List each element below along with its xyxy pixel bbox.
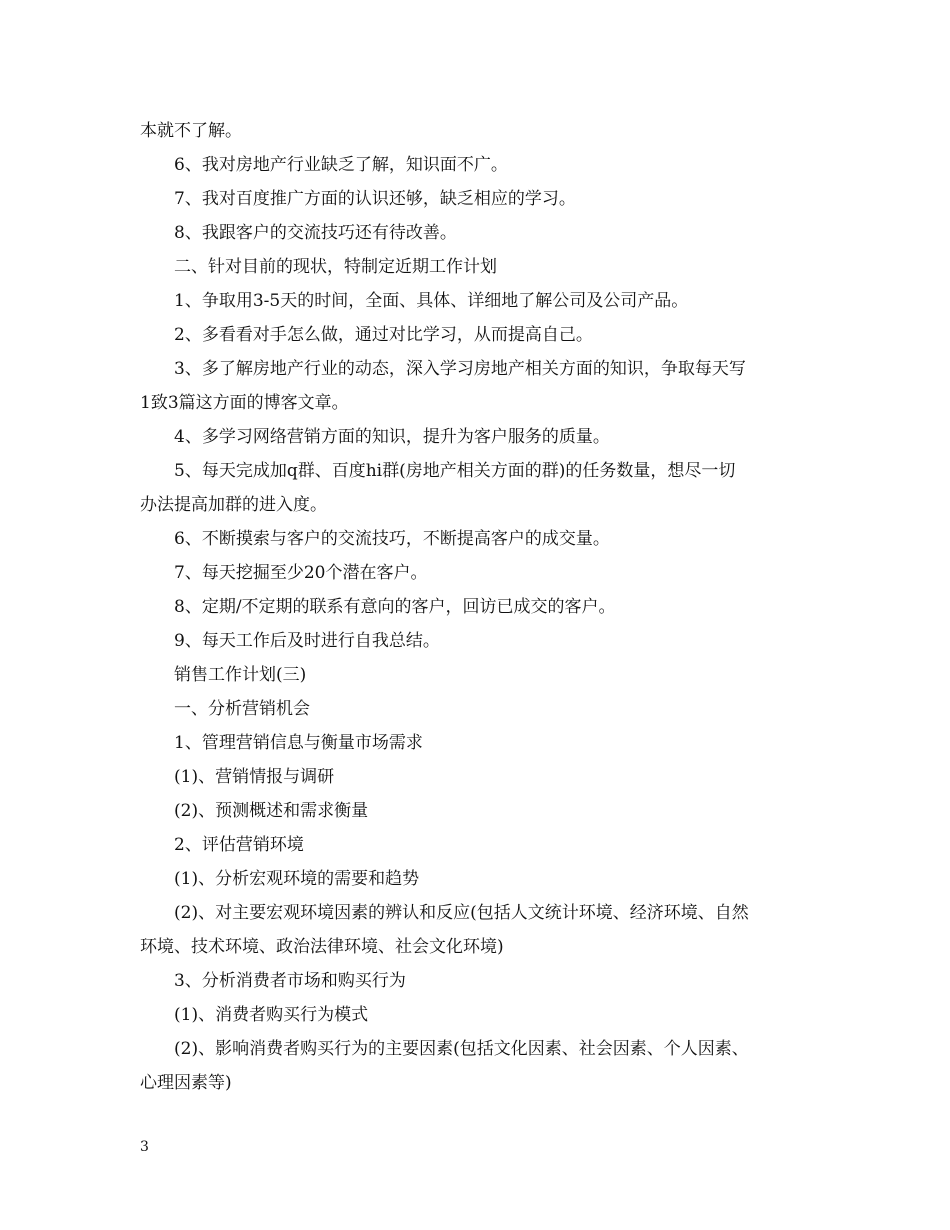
text-line: 7、我对百度推广方面的认识还够，缺乏相应的学习。: [174, 189, 576, 209]
text-line: 3、多了解房地产行业的动态，深入学习房地产相关方面的知识，争取每天写: [174, 359, 746, 379]
text-line: 9、每天工作后及时进行自我总结。: [174, 631, 440, 651]
text-line: 1、争取用3-5天的时间，全面、具体、详细地了解公司及公司产品。: [174, 291, 689, 311]
text-line: 二、针对目前的现状，特制定近期工作计划: [174, 257, 497, 277]
text-line: 办法提高加群的进入度。: [140, 495, 327, 515]
text-line: 销售工作计划(三): [174, 665, 307, 685]
body-text: [140, 114, 812, 1100]
text-line: 2、多看看对手怎么做，通过对比学习，从而提高自己。: [174, 325, 593, 345]
text-line: (2)、对主要宏观环境因素的辨认和反应(包括人文统计环境、经济环境、自然: [174, 903, 749, 923]
text-line: 6、我对房地产行业缺乏了解，知识面不广。: [174, 155, 508, 175]
text-line: 2、评估营销环境: [174, 835, 304, 855]
text-line: 1、管理营销信息与衡量市场需求: [174, 733, 423, 753]
text-line: 一、分析营销机会: [174, 699, 310, 719]
text-line: 4、多学习网络营销方面的知识，提升为客户服务的质量。: [174, 427, 610, 447]
text-line: 本就不了解。: [140, 121, 242, 141]
text-line: (1)、分析宏观环境的需要和趋势: [174, 869, 420, 889]
text-line: 3、分析消费者市场和购买行为: [174, 971, 406, 991]
text-line: 5、每天完成加q群、百度hi群(房地产相关方面的群)的任务数量，想尽一切: [174, 461, 736, 481]
text-line: 8、定期/不定期的联系有意向的客户，回访已成交的客户。: [174, 597, 616, 617]
text-line: (2)、影响消费者购买行为的主要因素(包括文化因素、社会因素、个人因素、: [174, 1039, 749, 1059]
text-line: 7、每天挖掘至少20个潜在客户。: [174, 563, 428, 583]
text-line: (1)、消费者购买行为模式: [174, 1005, 369, 1025]
text-line: 8、我跟客户的交流技巧还有待改善。: [174, 223, 457, 243]
text-line: (1)、营销情报与调研: [174, 767, 335, 787]
text-line: 1致3篇这方面的博客文章。: [140, 393, 349, 413]
text-line: 环境、技术环境、政治法律环境、社会文化环境): [140, 937, 504, 957]
text-line: (2)、预测概述和需求衡量: [174, 801, 369, 821]
page-number: 3: [140, 1139, 149, 1155]
text-line: 6、不断摸索与客户的交流技巧，不断提高客户的成交量。: [174, 529, 610, 549]
text-line: 心理因素等): [140, 1073, 232, 1093]
